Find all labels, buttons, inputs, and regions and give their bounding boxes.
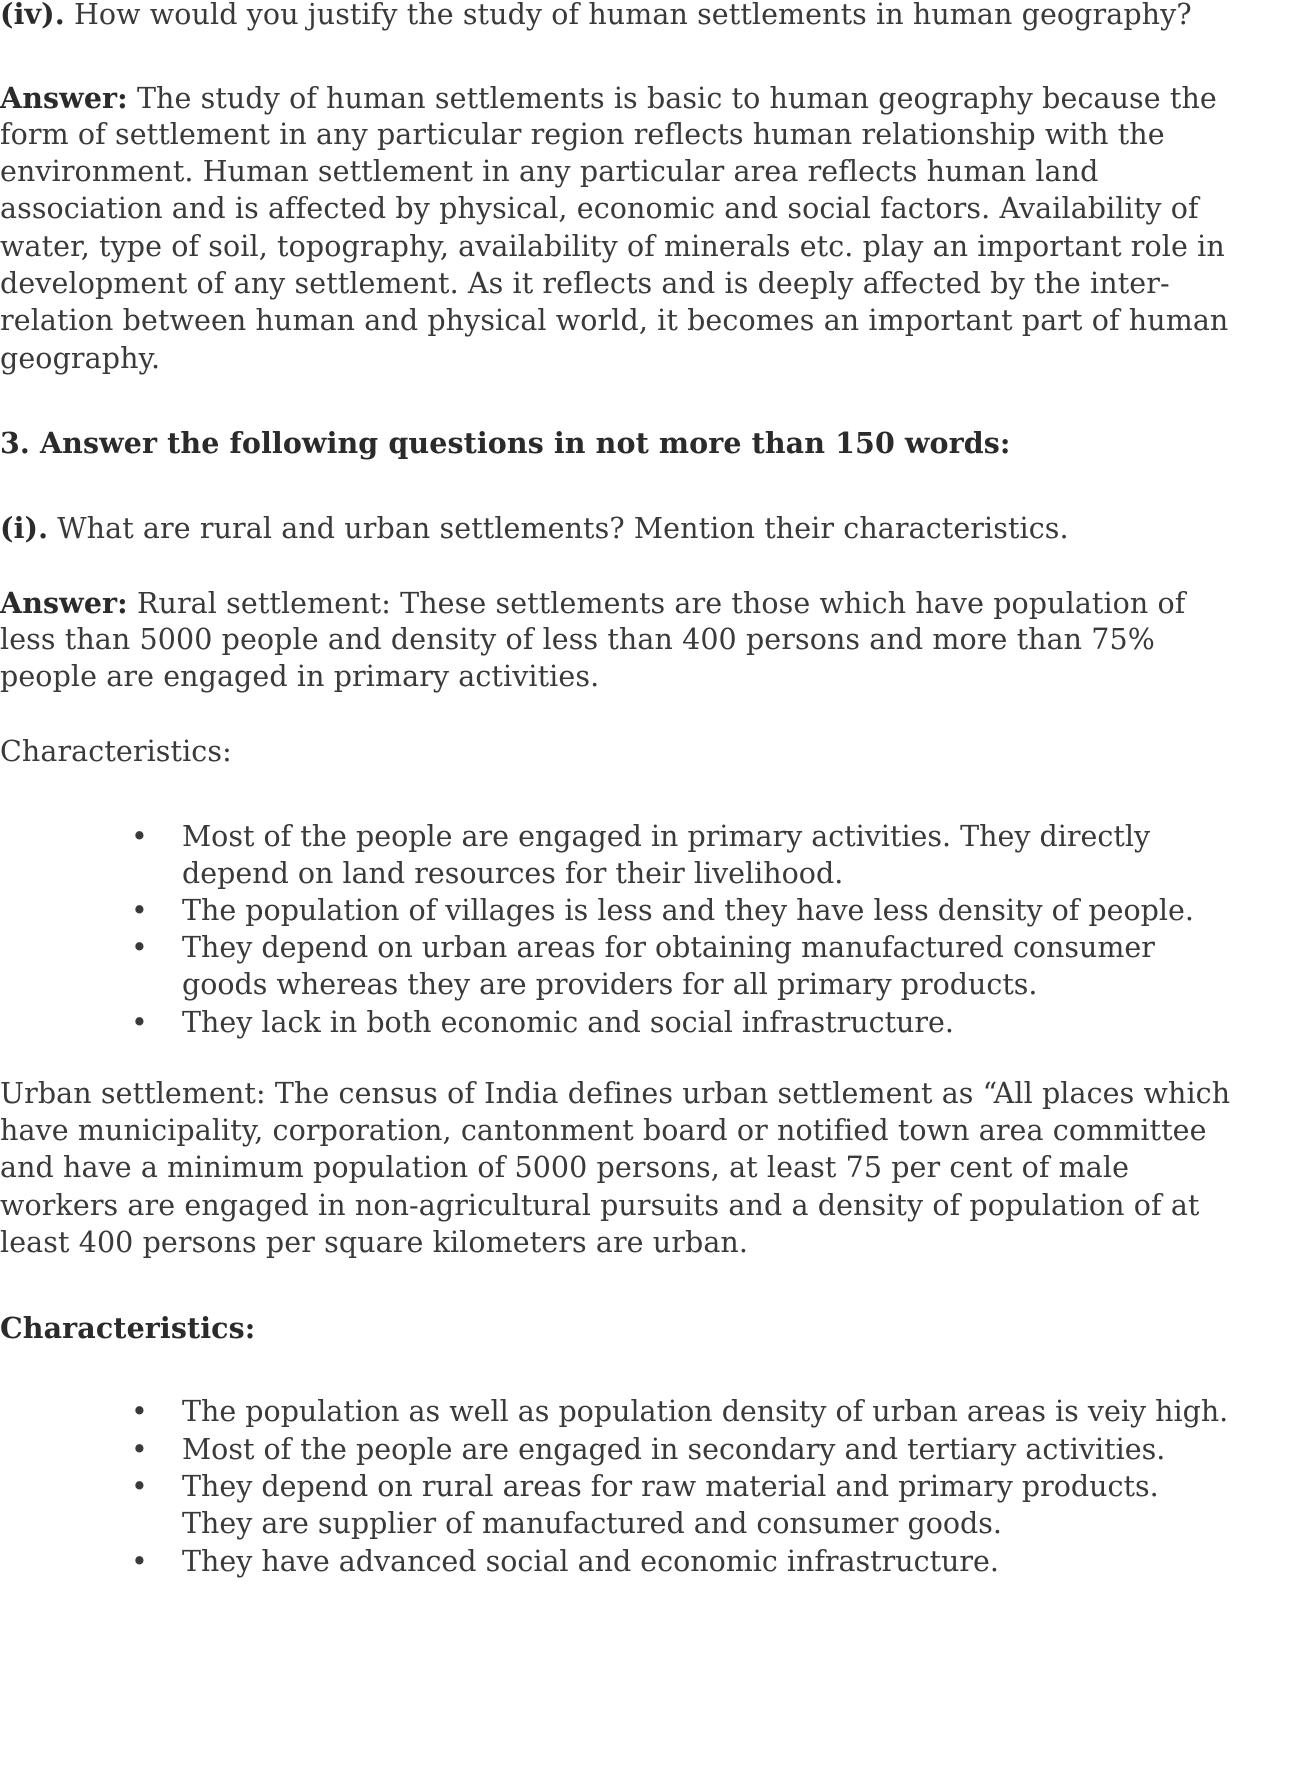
- answer-label: Answer:: [0, 586, 128, 620]
- list-item: Most of the people are engaged in secondary and tertiary activities.: [182, 1433, 1166, 1466]
- answer-iv-line-2: form of settlement in any particular region reflects human relationship with the: [0, 118, 1165, 151]
- urban-characteristics-heading: Characteristics:: [0, 1311, 256, 1345]
- list-item: The population as well as population density of urban areas is veiy high.: [182, 1395, 1229, 1428]
- urban-paragraph-line-5: least 400 persons per square kilometers are urban.: [0, 1226, 749, 1259]
- bullet-marker: •: [131, 820, 148, 853]
- list-item: The population of villages is less and they have less density of people.: [182, 894, 1194, 927]
- list-item: They have advanced social and economic infrastructure.: [182, 1545, 999, 1578]
- bullet-marker: •: [131, 1545, 148, 1578]
- answer-text: Rural settlement: These settlements are those which have population of: [127, 587, 1186, 620]
- rural-characteristics-heading: Characteristics:: [0, 735, 232, 768]
- question-text: How would you justify the study of human settlements in human geography?: [64, 0, 1192, 31]
- urban-paragraph-line-1: Urban settlement: The census of India defines urban settlement as “All places which: [0, 1077, 1231, 1110]
- list-item-continuation: goods whereas they are providers for all primary products.: [182, 968, 1038, 1001]
- answer-iv-line-5: water, type of soil, topography, availability of minerals etc. play an important role in: [0, 230, 1225, 263]
- bullet-marker: •: [131, 1470, 148, 1503]
- list-item: They depend on urban areas for obtaining manufactured consumer: [182, 931, 1155, 964]
- answer-text: The study of human settlements is basic to human geography because the: [127, 82, 1217, 115]
- answer-i-line-2: less than 5000 people and density of less than 400 persons and more than 75%: [0, 623, 1155, 656]
- urban-paragraph-line-4: workers are engaged in non-agricultural pursuits and a density of population of at: [0, 1189, 1200, 1222]
- bullet-marker: •: [131, 1433, 148, 1466]
- bullet-marker: •: [131, 894, 148, 927]
- list-item-continuation: They are supplier of manufactured and consumer goods.: [182, 1507, 1002, 1540]
- question-label: (i).: [0, 511, 49, 545]
- bullet-marker: •: [131, 931, 148, 964]
- question-iv: [0, 0, 1192, 36]
- list-item-continuation: depend on land resources for their livelihood.: [182, 857, 844, 890]
- list-item: They depend on rural areas for raw material and primary products.: [182, 1470, 1159, 1503]
- bullet-marker: •: [131, 1006, 148, 1039]
- answer-label: Answer:: [0, 81, 128, 115]
- list-item: Most of the people are engaged in primary activities. They directly: [182, 820, 1151, 853]
- urban-paragraph-line-2: have municipality, corporation, cantonment board or notified town area committee: [0, 1114, 1207, 1147]
- list-item: They lack in both economic and social infrastructure.: [182, 1006, 954, 1039]
- answer-i-line-3: people are engaged in primary activities.: [0, 660, 600, 693]
- answer-iv-line-6: development of any settlement. As it reflects and is deeply affected by the inter-: [0, 267, 1170, 300]
- answer-iv-line-7: relation between human and physical world, it becomes an important part of human: [0, 304, 1229, 337]
- answer-iv-line-3: environment. Human settlement in any particular area reflects human land: [0, 155, 1099, 188]
- section-heading: 3. Answer the following questions in not more than 150 words:: [0, 426, 1011, 460]
- question-label: (iv).: [0, 0, 65, 31]
- answer-iv-line-4: association and is affected by physical, economic and social factors. Availability of: [0, 192, 1199, 225]
- urban-paragraph-line-3: and have a minimum population of 5000 persons, at least 75 per cent of male: [0, 1151, 1130, 1184]
- answer-iv-line-8: geography.: [0, 342, 161, 375]
- bullet-marker: •: [131, 1395, 148, 1428]
- question-text: What are rural and urban settlements? Mention their characteristics.: [48, 512, 1069, 545]
- question-i: [0, 507, 1069, 550]
